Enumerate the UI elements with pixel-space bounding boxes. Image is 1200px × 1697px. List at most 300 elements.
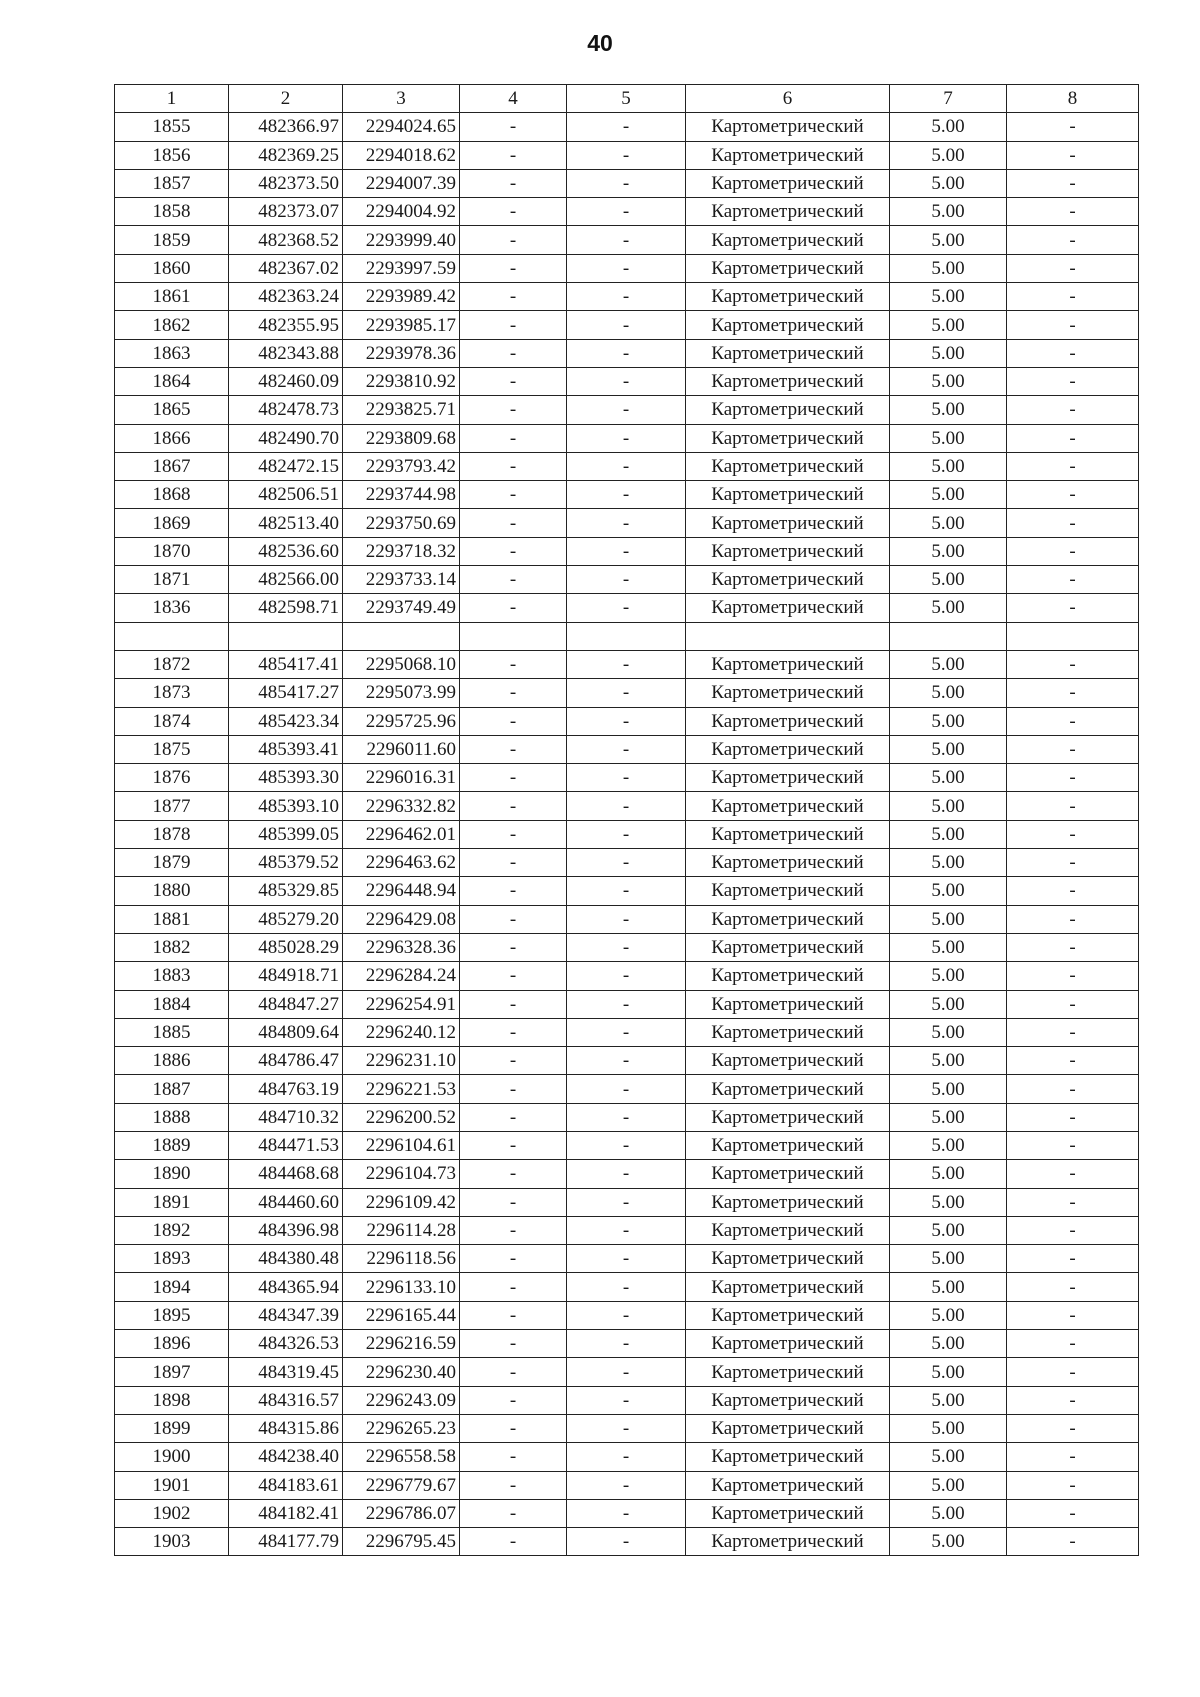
cell-col-4: -: [460, 1471, 567, 1499]
cell-col-6: Картометрический: [686, 1386, 890, 1414]
cell-col-8: -: [1007, 1245, 1139, 1273]
table-row: [115, 735, 1139, 763]
cell-col-2: 485329.85: [229, 877, 343, 905]
cell-col-2: 484182.41: [229, 1499, 343, 1527]
cell-col-7: 5.00: [890, 1301, 1007, 1329]
table-row: [115, 1301, 1139, 1329]
cell-col-8: -: [1007, 424, 1139, 452]
cell-col-2: 484460.60: [229, 1188, 343, 1216]
cell-col-4: -: [460, 1301, 567, 1329]
cell-col-3: 2294007.39: [343, 169, 460, 197]
cell-col-5: -: [567, 1131, 686, 1159]
cell-col-8: -: [1007, 1131, 1139, 1159]
cell-col-2: 485028.29: [229, 933, 343, 961]
cell-col-4: -: [460, 1330, 567, 1358]
cell-col-7: 5.00: [890, 481, 1007, 509]
cell-col-7: 5.00: [890, 933, 1007, 961]
cell-col-2: 484238.40: [229, 1443, 343, 1471]
cell-col-5: -: [567, 537, 686, 565]
cell-col-6: Картометрический: [686, 537, 890, 565]
cell-col-3: 2293999.40: [343, 226, 460, 254]
cell-col-1: 1887: [115, 1075, 229, 1103]
cell-col-1: 1898: [115, 1386, 229, 1414]
cell-col-2: 484763.19: [229, 1075, 343, 1103]
table-row: [115, 1188, 1139, 1216]
cell-col-1: 1873: [115, 679, 229, 707]
cell-col-2: 485393.10: [229, 792, 343, 820]
cell-col-3: 2296231.10: [343, 1047, 460, 1075]
cell-col-6: Картометрический: [686, 1216, 890, 1244]
cell-col-1: 1888: [115, 1103, 229, 1131]
cell-col-5: -: [567, 905, 686, 933]
cell-col-1: 1879: [115, 849, 229, 877]
cell-col-5: -: [567, 707, 686, 735]
cell-col-3: 2296265.23: [343, 1414, 460, 1442]
cell-col-3: 2295073.99: [343, 679, 460, 707]
cell-col-5: -: [567, 481, 686, 509]
table-row: [115, 849, 1139, 877]
cell-col-1: 1877: [115, 792, 229, 820]
cell-col-5: -: [567, 367, 686, 395]
cell-col-2: 482460.09: [229, 367, 343, 395]
cell-col-3: 2293978.36: [343, 339, 460, 367]
table-row: [115, 877, 1139, 905]
cell-col-8: -: [1007, 1018, 1139, 1046]
cell-col-4: -: [460, 1131, 567, 1159]
cell-col-7: 5.00: [890, 566, 1007, 594]
cell-col-7: 5.00: [890, 537, 1007, 565]
cell-col-1: 1885: [115, 1018, 229, 1046]
column-header-5: 5: [567, 85, 686, 113]
cell-col-6: Картометрический: [686, 764, 890, 792]
cell-col-8: -: [1007, 566, 1139, 594]
cell-col-8: -: [1007, 113, 1139, 141]
cell-col-1: 1864: [115, 367, 229, 395]
cell-col-1: 1882: [115, 933, 229, 961]
cell-col-2: 484326.53: [229, 1330, 343, 1358]
cell-col-4: -: [460, 764, 567, 792]
cell-col-8: -: [1007, 820, 1139, 848]
cell-col-6: Картометрический: [686, 339, 890, 367]
table-row: [115, 1131, 1139, 1159]
cell-col-7: 5.00: [890, 1216, 1007, 1244]
cell-col-8: -: [1007, 1216, 1139, 1244]
cell-col-4: -: [460, 1245, 567, 1273]
cell-col-2: 482366.97: [229, 113, 343, 141]
cell-col-7: 5.00: [890, 962, 1007, 990]
cell-col-8: -: [1007, 933, 1139, 961]
table-row: [115, 1018, 1139, 1046]
cell-col-3: [343, 622, 460, 650]
cell-col-2: 484918.71: [229, 962, 343, 990]
cell-col-7: 5.00: [890, 113, 1007, 141]
cell-col-8: -: [1007, 141, 1139, 169]
cell-col-7: 5.00: [890, 1103, 1007, 1131]
cell-col-3: 2296463.62: [343, 849, 460, 877]
cell-col-8: -: [1007, 707, 1139, 735]
cell-col-8: -: [1007, 1414, 1139, 1442]
table-row: [115, 1216, 1139, 1244]
cell-col-6: Картометрический: [686, 735, 890, 763]
cell-col-6: Картометрический: [686, 169, 890, 197]
cell-col-3: 2296016.31: [343, 764, 460, 792]
cell-col-1: 1891: [115, 1188, 229, 1216]
cell-col-1: 1897: [115, 1358, 229, 1386]
cell-col-8: -: [1007, 1075, 1139, 1103]
cell-col-7: 5.00: [890, 1245, 1007, 1273]
column-header-4: 4: [460, 85, 567, 113]
cell-col-1: 1870: [115, 537, 229, 565]
cell-col-8: -: [1007, 452, 1139, 480]
cell-col-8: [1007, 622, 1139, 650]
cell-col-6: Картометрический: [686, 707, 890, 735]
cell-col-5: -: [567, 1499, 686, 1527]
cell-col-2: 482478.73: [229, 396, 343, 424]
cell-col-5: -: [567, 650, 686, 678]
cell-col-8: -: [1007, 1273, 1139, 1301]
cell-col-7: 5.00: [890, 141, 1007, 169]
table-row: [115, 820, 1139, 848]
cell-col-6: Картометрический: [686, 933, 890, 961]
cell-col-6: Картометрический: [686, 792, 890, 820]
cell-col-2: 484809.64: [229, 1018, 343, 1046]
cell-col-8: -: [1007, 1160, 1139, 1188]
cell-col-4: -: [460, 820, 567, 848]
cell-col-6: Картометрический: [686, 1131, 890, 1159]
cell-col-6: Картометрический: [686, 1499, 890, 1527]
cell-col-3: 2296795.45: [343, 1528, 460, 1556]
cell-col-1: 1893: [115, 1245, 229, 1273]
cell-col-6: Картометрический: [686, 594, 890, 622]
cell-col-2: 482368.52: [229, 226, 343, 254]
table-row: [115, 990, 1139, 1018]
cell-col-5: -: [567, 735, 686, 763]
cell-col-7: 5.00: [890, 311, 1007, 339]
cell-col-2: 484365.94: [229, 1273, 343, 1301]
cell-col-1: 1874: [115, 707, 229, 735]
table-row: [115, 1103, 1139, 1131]
cell-col-7: 5.00: [890, 1414, 1007, 1442]
cell-col-8: -: [1007, 594, 1139, 622]
cell-col-6: Картометрический: [686, 566, 890, 594]
cell-col-1: 1875: [115, 735, 229, 763]
cell-col-6: Картометрический: [686, 424, 890, 452]
cell-col-6: Картометрический: [686, 962, 890, 990]
cell-col-7: 5.00: [890, 792, 1007, 820]
cell-col-6: Картометрический: [686, 1245, 890, 1273]
cell-col-1: 1863: [115, 339, 229, 367]
cell-col-3: 2294024.65: [343, 113, 460, 141]
cell-col-6: Картометрический: [686, 1160, 890, 1188]
cell-col-2: 484710.32: [229, 1103, 343, 1131]
cell-col-5: -: [567, 1047, 686, 1075]
cell-col-2: 484315.86: [229, 1414, 343, 1442]
table-row: [115, 1499, 1139, 1527]
cell-col-8: -: [1007, 283, 1139, 311]
cell-col-6: Картометрический: [686, 990, 890, 1018]
cell-col-1: 1883: [115, 962, 229, 990]
cell-col-7: 5.00: [890, 1160, 1007, 1188]
cell-col-3: 2293718.32: [343, 537, 460, 565]
cell-col-8: -: [1007, 1443, 1139, 1471]
cell-col-2: 484177.79: [229, 1528, 343, 1556]
cell-col-6: Картометрический: [686, 1188, 890, 1216]
cell-col-6: [686, 622, 890, 650]
cell-col-2: 482343.88: [229, 339, 343, 367]
cell-col-4: -: [460, 1443, 567, 1471]
cell-col-7: 5.00: [890, 679, 1007, 707]
cell-col-2: 485379.52: [229, 849, 343, 877]
cell-col-7: 5.00: [890, 1018, 1007, 1046]
cell-col-7: 5.00: [890, 1273, 1007, 1301]
cell-col-6: Картометрический: [686, 1330, 890, 1358]
cell-col-3: 2296221.53: [343, 1075, 460, 1103]
cell-col-3: 2296118.56: [343, 1245, 460, 1273]
table-row: [115, 1471, 1139, 1499]
cell-col-2: 484847.27: [229, 990, 343, 1018]
cell-col-8: -: [1007, 537, 1139, 565]
cell-col-5: -: [567, 509, 686, 537]
cell-col-1: 1868: [115, 481, 229, 509]
cell-col-3: 2296109.42: [343, 1188, 460, 1216]
cell-col-3: 2293985.17: [343, 311, 460, 339]
cell-col-4: -: [460, 367, 567, 395]
cell-col-5: -: [567, 1471, 686, 1499]
cell-col-1: 1884: [115, 990, 229, 1018]
cell-col-5: -: [567, 820, 686, 848]
cell-col-4: -: [460, 1075, 567, 1103]
cell-col-8: -: [1007, 169, 1139, 197]
cell-col-6: Картометрический: [686, 509, 890, 537]
cell-col-7: 5.00: [890, 1047, 1007, 1075]
header-row: [115, 85, 1139, 113]
cell-col-3: 2296104.61: [343, 1131, 460, 1159]
cell-col-5: -: [567, 283, 686, 311]
cell-col-1: [115, 622, 229, 650]
cell-col-5: -: [567, 1330, 686, 1358]
table-row: [115, 311, 1139, 339]
cell-col-5: -: [567, 877, 686, 905]
cell-col-5: -: [567, 113, 686, 141]
cell-col-8: -: [1007, 1386, 1139, 1414]
cell-col-3: 2293997.59: [343, 254, 460, 282]
cell-col-4: -: [460, 424, 567, 452]
cell-col-4: -: [460, 1499, 567, 1527]
cell-col-2: 482472.15: [229, 452, 343, 480]
cell-col-8: -: [1007, 1301, 1139, 1329]
cell-col-5: -: [567, 396, 686, 424]
cell-col-5: -: [567, 990, 686, 1018]
cell-col-6: Картометрический: [686, 679, 890, 707]
cell-col-8: -: [1007, 1047, 1139, 1075]
cell-col-5: -: [567, 1075, 686, 1103]
table-row: [115, 537, 1139, 565]
cell-col-3: 2296200.52: [343, 1103, 460, 1131]
cell-col-5: -: [567, 339, 686, 367]
cell-col-5: -: [567, 962, 686, 990]
cell-col-8: -: [1007, 1499, 1139, 1527]
table-row: [115, 1273, 1139, 1301]
column-header-3: 3: [343, 85, 460, 113]
cell-col-8: -: [1007, 764, 1139, 792]
table-row: [115, 169, 1139, 197]
cell-col-2: 485423.34: [229, 707, 343, 735]
cell-col-4: -: [460, 679, 567, 707]
cell-col-4: -: [460, 1018, 567, 1046]
cell-col-5: -: [567, 198, 686, 226]
cell-col-5: [567, 622, 686, 650]
cell-col-2: 482363.24: [229, 283, 343, 311]
cell-col-7: 5.00: [890, 1188, 1007, 1216]
cell-col-4: -: [460, 452, 567, 480]
cell-col-3: 2296448.94: [343, 877, 460, 905]
cell-col-1: 1889: [115, 1131, 229, 1159]
column-header-2: 2: [229, 85, 343, 113]
cell-col-6: Картометрический: [686, 1358, 890, 1386]
cell-col-2: 485417.27: [229, 679, 343, 707]
table-row: [115, 339, 1139, 367]
cell-col-3: 2293750.69: [343, 509, 460, 537]
cell-col-6: Картометрический: [686, 1103, 890, 1131]
cell-col-5: -: [567, 1216, 686, 1244]
table-row: [115, 1358, 1139, 1386]
cell-col-4: -: [460, 254, 567, 282]
cell-col-1: 1895: [115, 1301, 229, 1329]
cell-col-5: -: [567, 1103, 686, 1131]
cell-col-1: 1866: [115, 424, 229, 452]
cell-col-6: Картометрический: [686, 1443, 890, 1471]
cell-col-4: -: [460, 339, 567, 367]
cell-col-4: -: [460, 650, 567, 678]
cell-col-4: -: [460, 1216, 567, 1244]
column-header-8: 8: [1007, 85, 1139, 113]
cell-col-1: 1869: [115, 509, 229, 537]
cell-col-7: [890, 622, 1007, 650]
cell-col-2: 482566.00: [229, 566, 343, 594]
cell-col-5: -: [567, 849, 686, 877]
cell-col-8: -: [1007, 1358, 1139, 1386]
cell-col-5: -: [567, 1245, 686, 1273]
cell-col-8: -: [1007, 905, 1139, 933]
cell-col-8: -: [1007, 396, 1139, 424]
cell-col-4: -: [460, 113, 567, 141]
table-row: [115, 650, 1139, 678]
cell-col-1: 1899: [115, 1414, 229, 1442]
cell-col-6: Картометрический: [686, 1471, 890, 1499]
table-row: [115, 1443, 1139, 1471]
cell-col-7: 5.00: [890, 367, 1007, 395]
cell-col-3: 2296328.36: [343, 933, 460, 961]
cell-col-4: -: [460, 396, 567, 424]
cell-col-1: 1865: [115, 396, 229, 424]
table-row: [115, 424, 1139, 452]
cell-col-2: 485417.41: [229, 650, 343, 678]
cell-col-6: Картометрический: [686, 849, 890, 877]
cell-col-4: -: [460, 169, 567, 197]
table-row: [115, 933, 1139, 961]
cell-col-7: 5.00: [890, 198, 1007, 226]
table-row: [115, 962, 1139, 990]
cell-col-1: 1859: [115, 226, 229, 254]
cell-col-2: 485393.30: [229, 764, 343, 792]
cell-col-1: 1880: [115, 877, 229, 905]
cell-col-4: -: [460, 566, 567, 594]
cell-col-3: 2296216.59: [343, 1330, 460, 1358]
cell-col-4: -: [460, 990, 567, 1018]
cell-col-3: 2295068.10: [343, 650, 460, 678]
cell-col-2: 484786.47: [229, 1047, 343, 1075]
cell-col-8: -: [1007, 481, 1139, 509]
cell-col-6: Картометрический: [686, 283, 890, 311]
cell-col-1: 1890: [115, 1160, 229, 1188]
cell-col-7: 5.00: [890, 1528, 1007, 1556]
table-row: [115, 1528, 1139, 1556]
table-row: [115, 679, 1139, 707]
cell-col-1: 1878: [115, 820, 229, 848]
cell-col-7: 5.00: [890, 509, 1007, 537]
cell-col-4: -: [460, 1103, 567, 1131]
cell-col-5: -: [567, 1443, 686, 1471]
cell-col-8: -: [1007, 792, 1139, 820]
cell-col-3: 2293733.14: [343, 566, 460, 594]
cell-col-5: -: [567, 226, 686, 254]
page-number: 40: [587, 30, 613, 56]
cell-col-2: 482598.71: [229, 594, 343, 622]
table-body: [115, 113, 1139, 1556]
cell-col-6: Картометрический: [686, 905, 890, 933]
cell-col-4: -: [460, 226, 567, 254]
cell-col-4: -: [460, 1047, 567, 1075]
cell-col-7: 5.00: [890, 764, 1007, 792]
cell-col-2: 482373.50: [229, 169, 343, 197]
cell-col-7: 5.00: [890, 226, 1007, 254]
cell-col-1: 1862: [115, 311, 229, 339]
cell-col-7: 5.00: [890, 1386, 1007, 1414]
table-row: [115, 481, 1139, 509]
cell-col-7: 5.00: [890, 396, 1007, 424]
cell-col-2: 482513.40: [229, 509, 343, 537]
cell-col-3: 2294004.92: [343, 198, 460, 226]
table-row: [115, 396, 1139, 424]
cell-col-1: 1892: [115, 1216, 229, 1244]
cell-col-7: 5.00: [890, 1330, 1007, 1358]
cell-col-2: 482355.95: [229, 311, 343, 339]
cell-col-2: 482490.70: [229, 424, 343, 452]
cell-col-4: -: [460, 1386, 567, 1414]
cell-col-7: 5.00: [890, 1471, 1007, 1499]
cell-col-3: 2294018.62: [343, 141, 460, 169]
cell-col-2: 482373.07: [229, 198, 343, 226]
cell-col-7: 5.00: [890, 452, 1007, 480]
cell-col-6: Картометрический: [686, 1273, 890, 1301]
cell-col-4: -: [460, 877, 567, 905]
cell-col-8: -: [1007, 679, 1139, 707]
cell-col-3: 2296133.10: [343, 1273, 460, 1301]
cell-col-4: -: [460, 594, 567, 622]
column-header-6: 6: [686, 85, 890, 113]
cell-col-1: 1872: [115, 650, 229, 678]
cell-col-7: 5.00: [890, 283, 1007, 311]
cell-col-4: [460, 622, 567, 650]
table-row: [115, 254, 1139, 282]
cell-col-6: Картометрический: [686, 877, 890, 905]
cell-col-2: 485279.20: [229, 905, 343, 933]
cell-col-3: 2296332.82: [343, 792, 460, 820]
cell-col-3: 2296165.44: [343, 1301, 460, 1329]
cell-col-4: -: [460, 481, 567, 509]
cell-col-4: -: [460, 933, 567, 961]
cell-col-8: -: [1007, 226, 1139, 254]
